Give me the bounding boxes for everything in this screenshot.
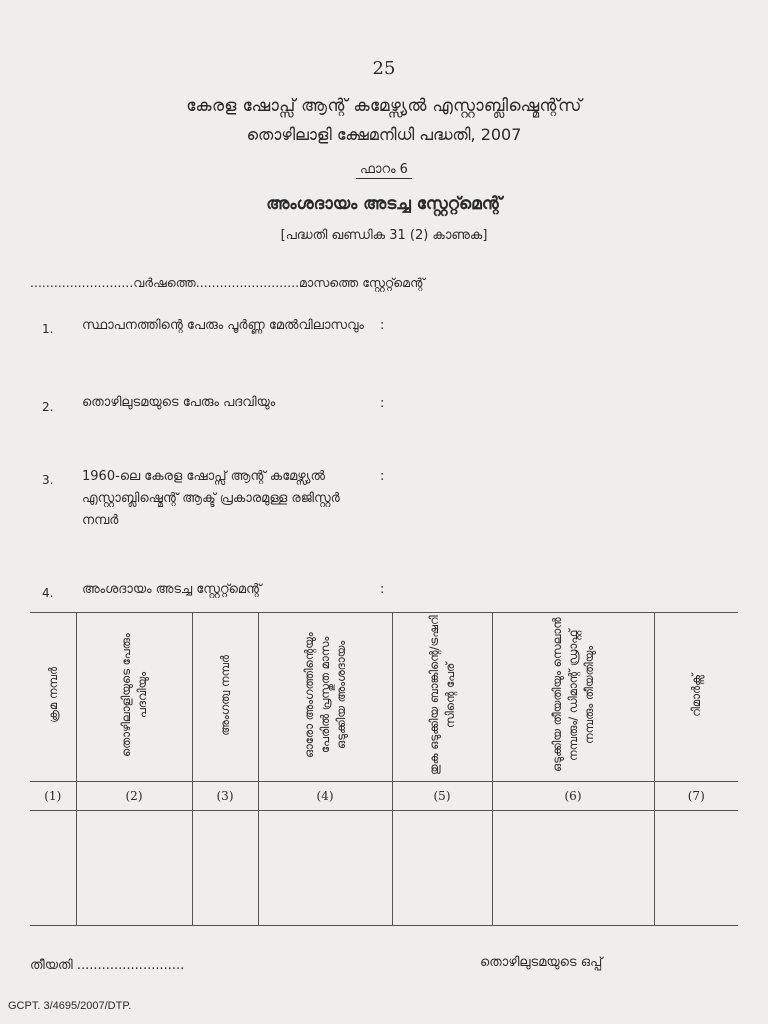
column-number: (6) xyxy=(492,782,654,811)
table-cell xyxy=(654,811,738,926)
form-heading: അംശദായം അടച്ച സ്റ്റേറ്റ്മെന്റ് xyxy=(266,194,502,214)
scheme-title-line2: തൊഴിലാളി ക്ഷേമനിധി പദ്ധതി, 2007 xyxy=(246,125,522,144)
header-cell xyxy=(192,613,258,782)
print-code: GCPT. 3/4695/2007/DTP. xyxy=(8,1000,132,1012)
form-number xyxy=(0,162,768,177)
item-number: 4. xyxy=(42,586,54,600)
table-cell xyxy=(192,811,258,926)
header-payment-details: ഒടുക്കിയ തീയതിയും സെലാൻ നമ്പരും/ ഡിമാന്റ് ഡ്രാഫ്റ്റ് നമ്പരും തീയതിയും xyxy=(550,617,596,773)
item-colon: : xyxy=(380,582,385,597)
scheme-title-line1: കേരള ഷോപ്സ് ആന്റ് കമേഴ്സ്യൽ എസ്റ്റാബ്ലിഷ്മെന്റ്സ് xyxy=(186,96,582,116)
item-text-registration: 1960-ലെ കേരള ഷോപ്സ് ആന്റ് കമേഴ്സ്യൽ എസ്റ്റാബ്ലിഷ്മെന്റ് ആക്ട് പ്രകാരമുള്ള രജിസ്റ്റർ നമ്പർ xyxy=(82,469,340,528)
header-membership-no: അംഗത്വ നമ്പർ xyxy=(218,654,232,736)
item-number: 3. xyxy=(42,473,54,487)
contribution-table xyxy=(30,612,738,926)
item-number: 1. xyxy=(42,322,54,336)
header-remarks: റിമാർക്സ് xyxy=(689,673,704,717)
column-number: (3) xyxy=(192,782,258,811)
table-cell xyxy=(76,811,192,926)
table-header-row xyxy=(30,613,738,782)
column-number: (4) xyxy=(258,782,392,811)
header-worker-name: തൊഴിലാളിയുടെ പേരും പദവിയും xyxy=(119,633,149,757)
header-bank-name: തുക ഒടുക്കിയ ബാങ്കിന്റെ/ട്രഷറി സിന്റെ പേര് xyxy=(427,615,457,775)
header-cell xyxy=(392,613,492,782)
header-cell xyxy=(258,613,392,782)
column-number: (1) xyxy=(30,782,76,811)
table-cell xyxy=(30,811,76,926)
column-number: (7) xyxy=(654,782,738,811)
column-number: (2) xyxy=(76,782,192,811)
column-number: (5) xyxy=(392,782,492,811)
header-contribution: ഓരോ അംഗത്തിന്റെയും പേരിൽ പ്രസ്തുത മാസം ഒടുക്കിയ അംശദായം xyxy=(302,632,348,758)
header-cell xyxy=(654,613,738,782)
table-cell xyxy=(392,811,492,926)
scheme-reference: [പദ്ധതി ഖണ്ഡിക 31 (2) കാണുക] xyxy=(280,228,488,243)
item-colon: : xyxy=(380,396,385,411)
table-entry-row xyxy=(30,811,738,926)
date-field: തീയതി .......................... xyxy=(30,958,185,973)
header-cell xyxy=(30,613,76,782)
item-number: 2. xyxy=(42,400,54,414)
item-colon: : xyxy=(380,318,385,333)
form-number-label: ഫാറം 6 xyxy=(356,162,412,179)
header-cell xyxy=(76,613,192,782)
item-text-establishment: സ്ഥാപനത്തിന്റെ പേരും പൂർണ്ണ മേൽവിലാസവും xyxy=(82,318,364,333)
column-number-row xyxy=(30,782,738,811)
item-text-employer: തൊഴിലുടമയുടെ പേരും പദവിയും xyxy=(82,395,276,410)
page-number: 25 xyxy=(372,58,396,79)
employer-signature-label: തൊഴിലുടമയുടെ ഒപ്പ് xyxy=(480,955,603,970)
item-text-contribution: അംശദായം അടച്ച സ്റ്റേറ്റ്മെന്റ് xyxy=(82,582,262,597)
header-serial-no: ക്രമ നമ്പർ xyxy=(45,667,60,723)
statement-period-line: ..........................വർഷത്തെ..........................മാസത്തെ സ്റ്റേറ്റ്മെന്റ് xyxy=(30,275,425,290)
item-colon: : xyxy=(380,469,385,484)
table-cell xyxy=(258,811,392,926)
header-cell xyxy=(492,613,654,782)
table-cell xyxy=(492,811,654,926)
